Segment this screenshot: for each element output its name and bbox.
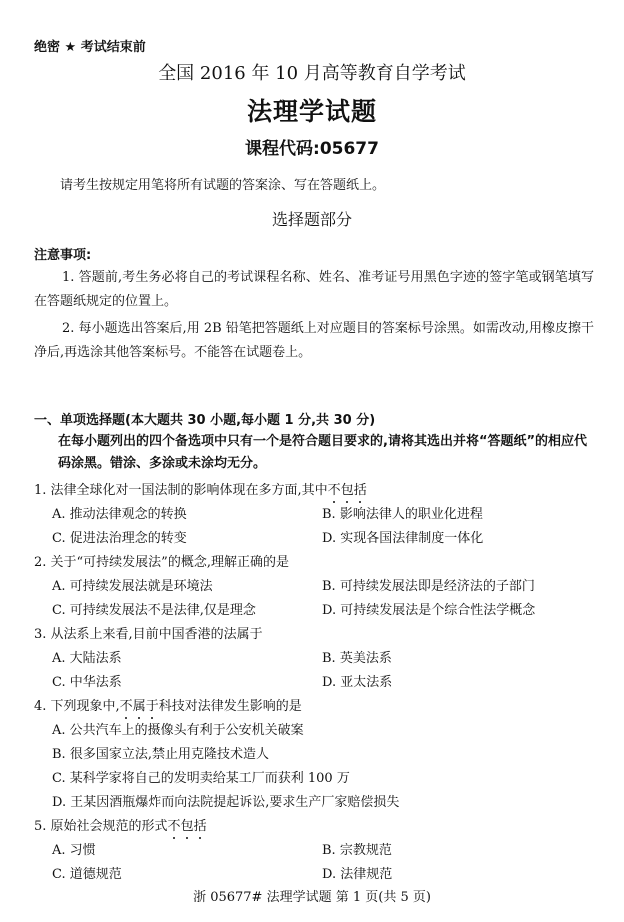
option: A. 公共汽车上的摄像头有利于公安机关破案 [52, 723, 304, 738]
part-title: 选择题部分 [271, 210, 352, 229]
option: D. 亚太法系 [322, 675, 393, 690]
option: C. 中华法系 [52, 675, 122, 690]
confidential-mark: 绝密 ★ 考试结束前 [34, 40, 146, 55]
option: A. 可持续发展法就是环境法 [52, 579, 213, 594]
option: C. 可持续发展法不是法律,仅是理念 [52, 603, 256, 618]
option: D. 王某因酒瓶爆炸而向法院提起诉讼,要求生产厂家赔偿损失 [52, 795, 400, 810]
section-heading: 一、单项选择题(本大题共 30 小题,每小题 1 分,共 30 分) [34, 413, 376, 428]
option: B. 英美法系 [322, 651, 392, 666]
paper-title: 法理学试题 [246, 97, 377, 126]
option: B. 很多国家立法,禁止用克隆技术造人 [52, 747, 269, 762]
question-stem: 1. 法律全球化对一国法制的影响体现在多方面,其中不包括 [34, 483, 367, 498]
emphasis-text: 不包括 [167, 819, 207, 834]
emphasis-text: 不包括 [327, 483, 367, 498]
option: C. 道德规范 [52, 867, 122, 882]
question-stem: 2. 关于“可持续发展法”的概念,理解正确的是 [34, 555, 289, 570]
option: A. 推动法律观念的转换 [52, 507, 187, 522]
option: C. 某科学家将自己的发明卖给某工厂而获利 100 万 [52, 771, 350, 786]
option: B. 影响法律人的职业化进程 [322, 507, 483, 522]
notes-heading: 注意事项: [34, 248, 92, 263]
answer-instruction: 请考生按规定用笔将所有试题的答案涂、写在答题纸上。 [60, 178, 386, 193]
exam-title: 全国 2016 年 10 月高等教育自学考试 [158, 63, 466, 84]
option: A. 习惯 [52, 843, 96, 858]
note-item: 1. 答题前,考生务必将自己的考试课程名称、姓名、准考证号用黑色字迹的签字笔或钢笔填写在答题纸规定的位置上。 [34, 270, 594, 309]
note-item: 2. 每小题选出答案后,用 2B 铅笔把答题纸上对应题目的答案标号涂黑。如需改动,用橡皮擦干净后,再选涂其他答案标号。不能答在试题卷上。 [34, 321, 594, 360]
emphasis-text: 不属于 [119, 699, 159, 714]
question-stem: 3. 从法系上来看,目前中国香港的法属于 [34, 627, 263, 642]
option: D. 法律规范 [322, 867, 393, 882]
course-code: 课程代码:05677 [245, 139, 379, 159]
section-description: 在每小题列出的四个备选项中只有一个是符合题目要求的,请将其选出并将“答题纸”的相应代码涂黑。错涂、多涂或未涂均无分。 [58, 434, 588, 471]
option: B. 宗教规范 [322, 843, 392, 858]
option: A. 大陆法系 [52, 651, 122, 666]
option: D. 可持续发展法是个综合性法学概念 [322, 603, 536, 618]
option: D. 实现各国法律制度一体化 [322, 531, 484, 546]
option: B. 可持续发展法即是经济法的子部门 [322, 579, 535, 594]
page-footer: 浙 05677# 法理学试题 第 1 页(共 5 页) [193, 890, 431, 905]
question-stem: 4. 下列现象中,不属于科技对法律发生影响的是 [34, 699, 302, 714]
option: C. 促进法治理念的转变 [52, 531, 187, 546]
question-stem: 5. 原始社会规范的形式不包括 [34, 819, 207, 834]
